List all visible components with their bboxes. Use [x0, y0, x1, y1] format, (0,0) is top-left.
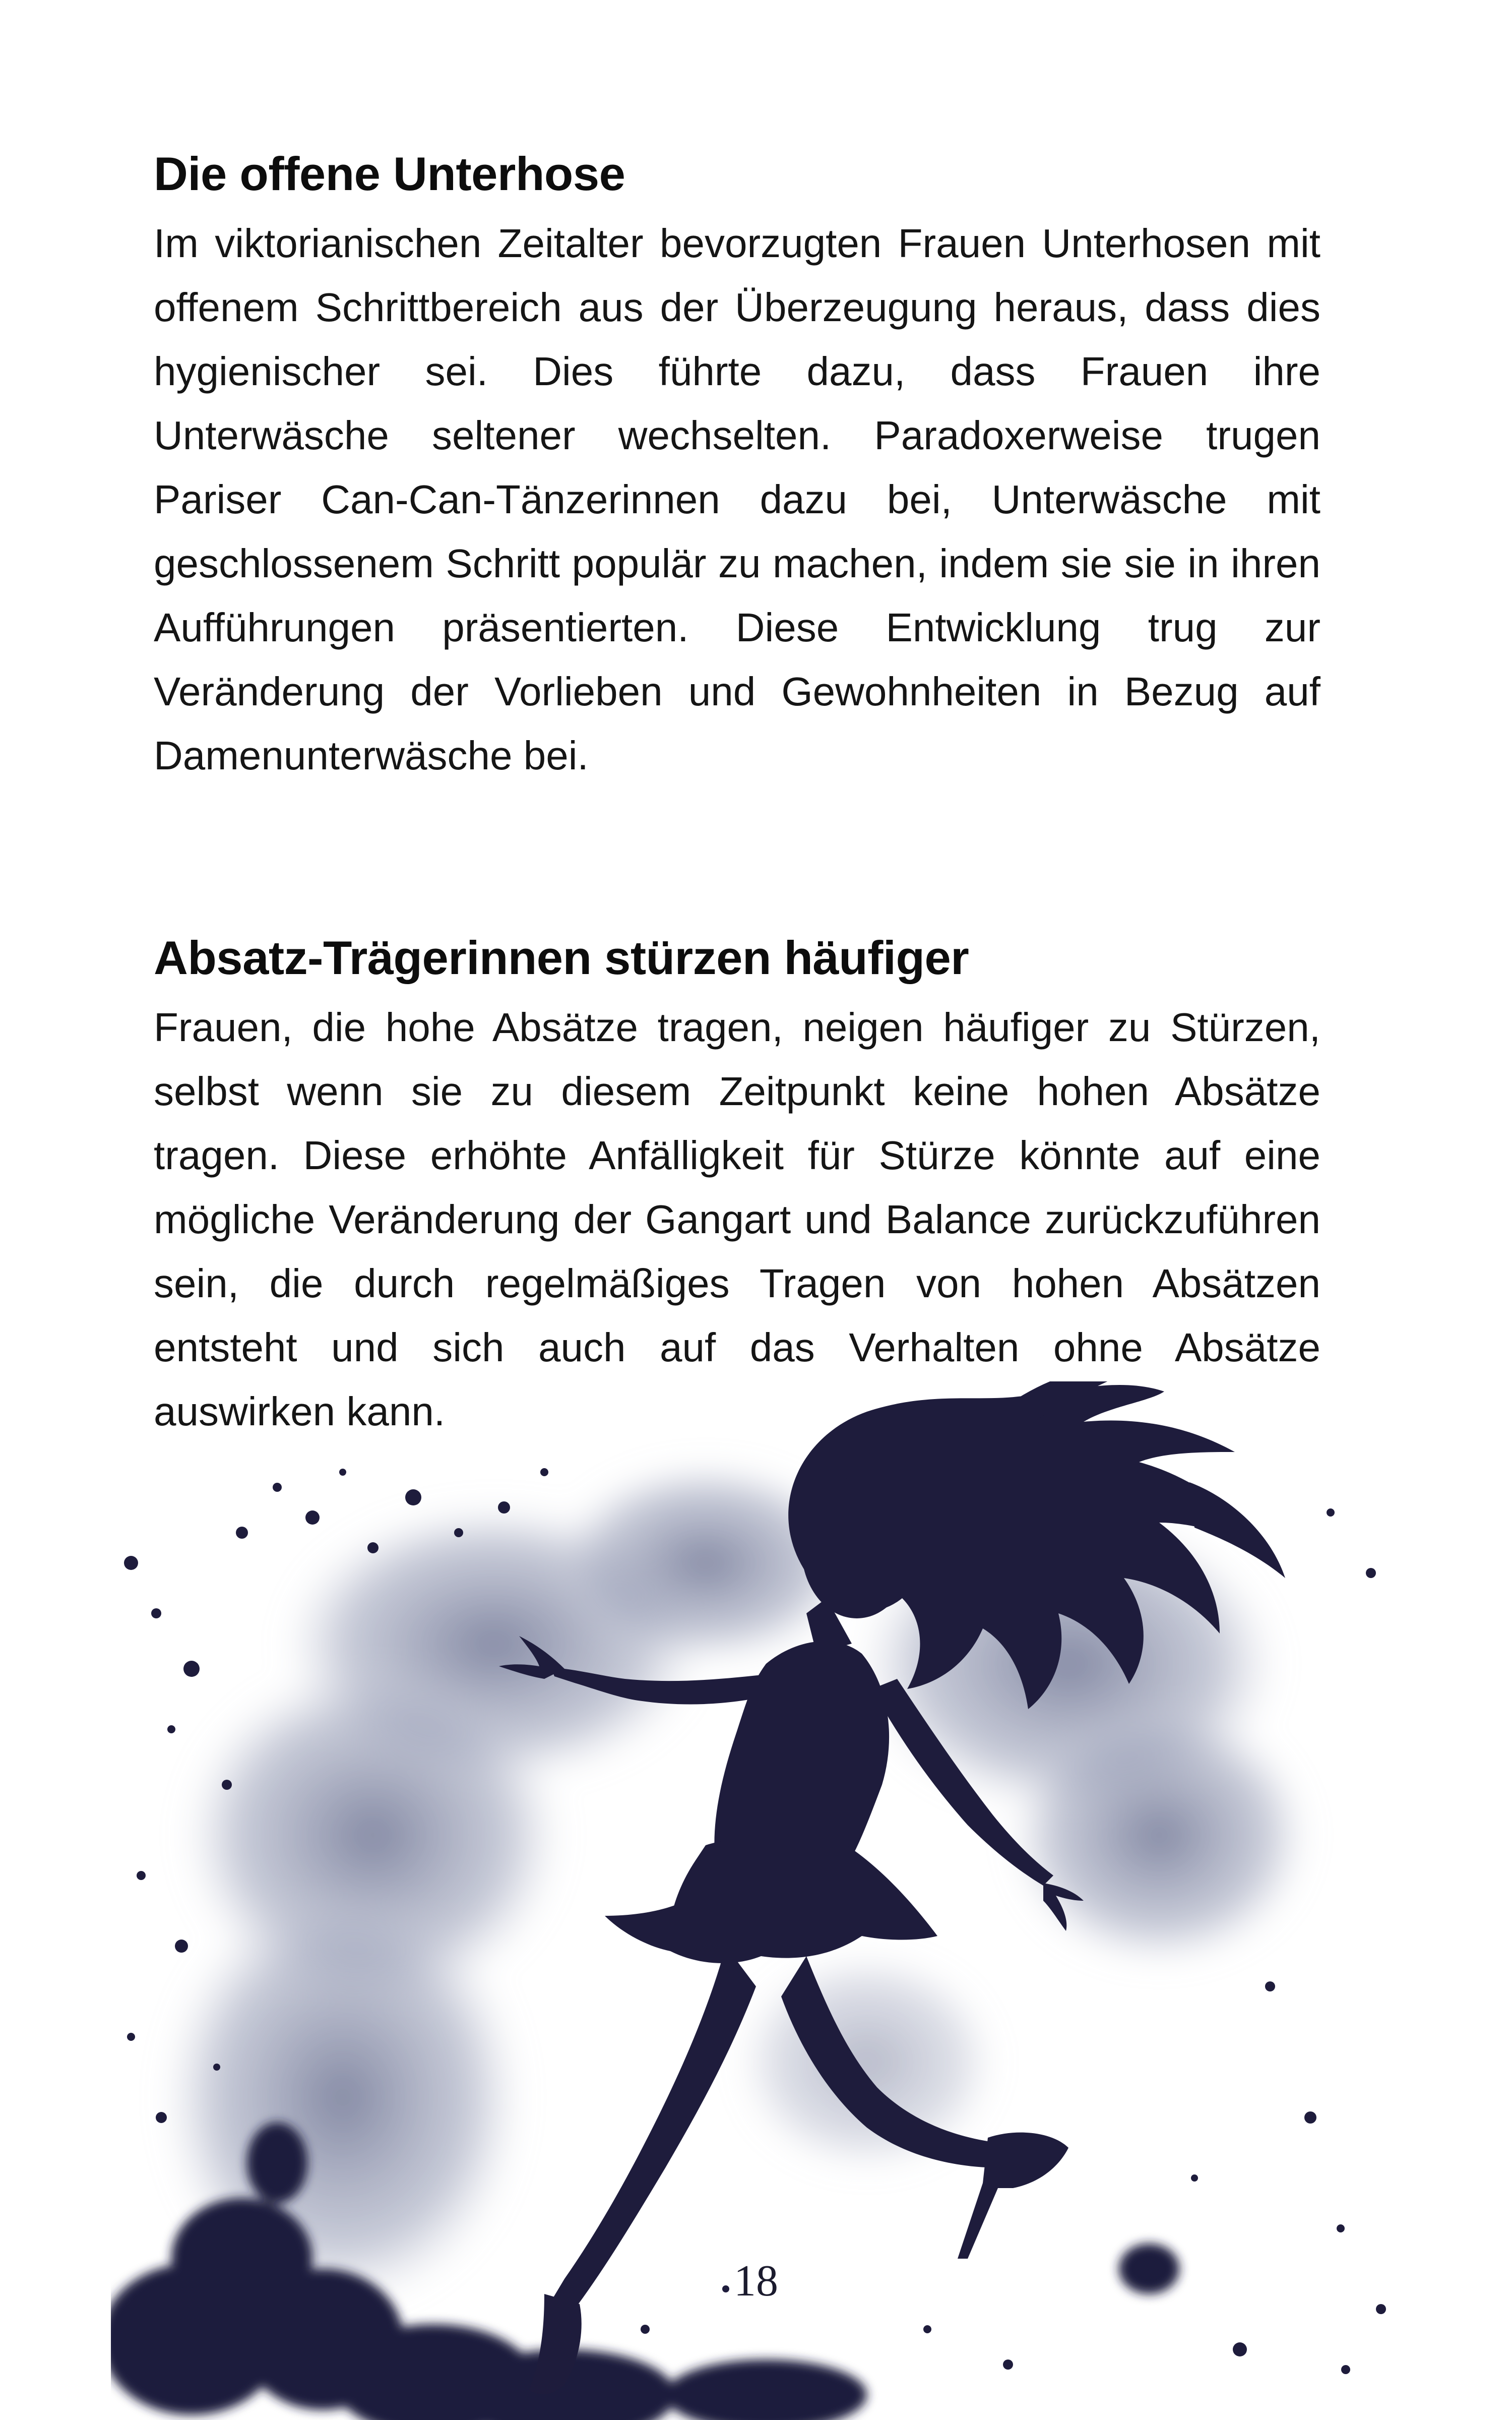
section-heel-wearers: [154, 928, 1320, 1443]
page-number: 18: [734, 2257, 778, 2306]
section-open-underwear: [154, 144, 1320, 788]
section-heading: Absatz-Trägerinnen stürzen häufiger: [154, 931, 969, 984]
section-heading: Die offene Unterhose: [154, 147, 625, 200]
section-body-text: Frauen, die hohe Absätze tragen, neigen häufiger zu Stürzen, selbst wenn sie zu diesem Zeitpunkt keine hohen Absätze tragen. Diese erhöhte Anfälligkeit für Stürze könnte auf eine mögliche Veränderung der Gangart und Balance zurückzuführen sein, die durch regelmäßiges Tragen von hohen Absätzen entsteht und sich auch auf das Verhalten ohne Absätze auswirken kann.: [154, 1005, 1320, 1434]
section-body-text: Im viktorianischen Zeitalter bevorzugten Frauen Unterhosen mit offenem Schrittbereich aus der Überzeugung heraus, dass dies hygienischer sei. Dies führte dazu, dass Frauen ihre Unterwäsche seltener wechselten. Paradoxerweise trugen Pariser Can-Can-Tänzerinnen dazu bei, Unterwäsche mit geschlossenem Schritt populär zu machen, indem sie sie in ihren Aufführungen präsentierten. Diese Entwicklung trug zur Veränderung der Vorlieben und Gewohnheiten in Bezug auf Damenunterwäsche bei.: [154, 221, 1320, 778]
